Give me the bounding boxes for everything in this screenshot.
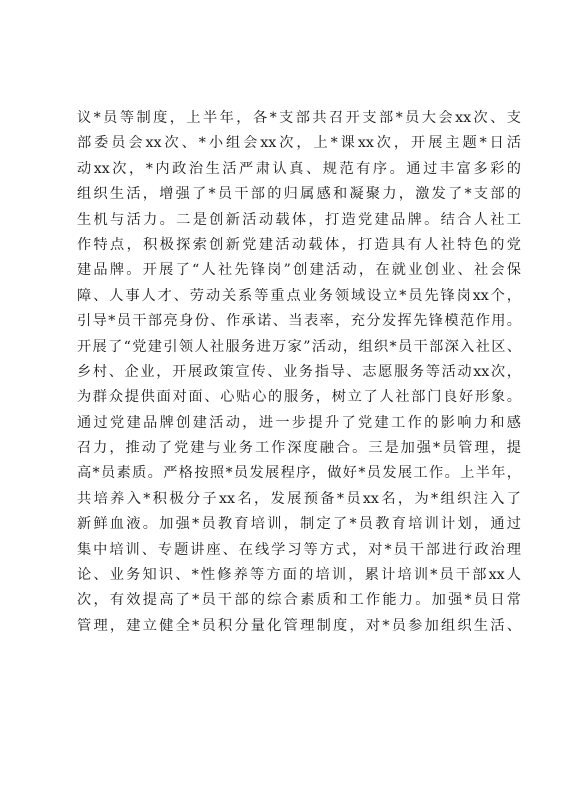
text-line: 共培养入*积极分子xx名，发展预备*员xx名，为*组织注入了 <box>77 490 521 507</box>
text-line: 论、业务知识、*性修养等方面的培训，累计培训*员干部xx人 <box>77 567 521 584</box>
text-line: 新鲜血液。加强*员教育培训，制定了*员教育培训计划，通过 <box>77 516 521 533</box>
text-line: 次，有效提高了*员干部的综合素质和工作能力。加强*员日常 <box>77 592 521 609</box>
text-line: 作特点，积极探索创新党建活动载体，打造具有人社特色的党 <box>77 236 521 253</box>
text-line: 为群众提供面对面、心贴心的服务，树立了人社部门良好形象。 <box>77 389 521 406</box>
text-line: 召力，推动了党建与业务工作深度融合。三是加强*员管理，提 <box>77 440 521 457</box>
text-line: 障、人事人才、劳动关系等重点业务领域设立*员先锋岗xx个， <box>77 287 521 304</box>
text-line: 建品牌。开展了“人社先锋岗”创建活动，在就业创业、社会保 <box>77 262 521 279</box>
text-line: 引导*员干部亮身份、作承诺、当表率，充分发挥先锋模范作用。 <box>77 313 521 330</box>
body-text <box>77 106 521 639</box>
text-line: 乡村、企业，开展政策宣传、业务指导、志愿服务等活动xx次， <box>77 363 521 380</box>
text-line: 管理，建立健全*员积分量化管理制度，对*员参加组织生活、 <box>77 617 521 634</box>
text-line: 议*员等制度，上半年，各*支部共召开支部*员大会xx次、支 <box>77 110 521 126</box>
text-line: 高*员素质。严格按照*员发展程序，做好*员发展工作。上半年， <box>77 465 521 482</box>
text-line: 通过党建品牌创建活动，进一步提升了党建工作的影响力和感 <box>77 414 521 431</box>
text-line: 动xx次，*内政治生活严肃认真、规范有序。通过丰富多彩的 <box>77 160 521 177</box>
text-line: 集中培训、专题讲座、在线学习等方式，对*员干部进行政治理 <box>77 541 521 558</box>
text-line: 部委员会xx次、*小组会xx次，上*课xx次，开展主题*日活 <box>77 135 521 152</box>
text-line: 开展了“党建引领人社服务进万家”活动，组织*员干部深入社区、 <box>77 338 521 355</box>
text-line: 生机与活力。二是创新活动载体，打造党建品牌。结合人社工 <box>77 211 521 228</box>
text-line: 组织生活，增强了*员干部的归属感和凝聚力，激发了*支部的 <box>77 186 521 203</box>
